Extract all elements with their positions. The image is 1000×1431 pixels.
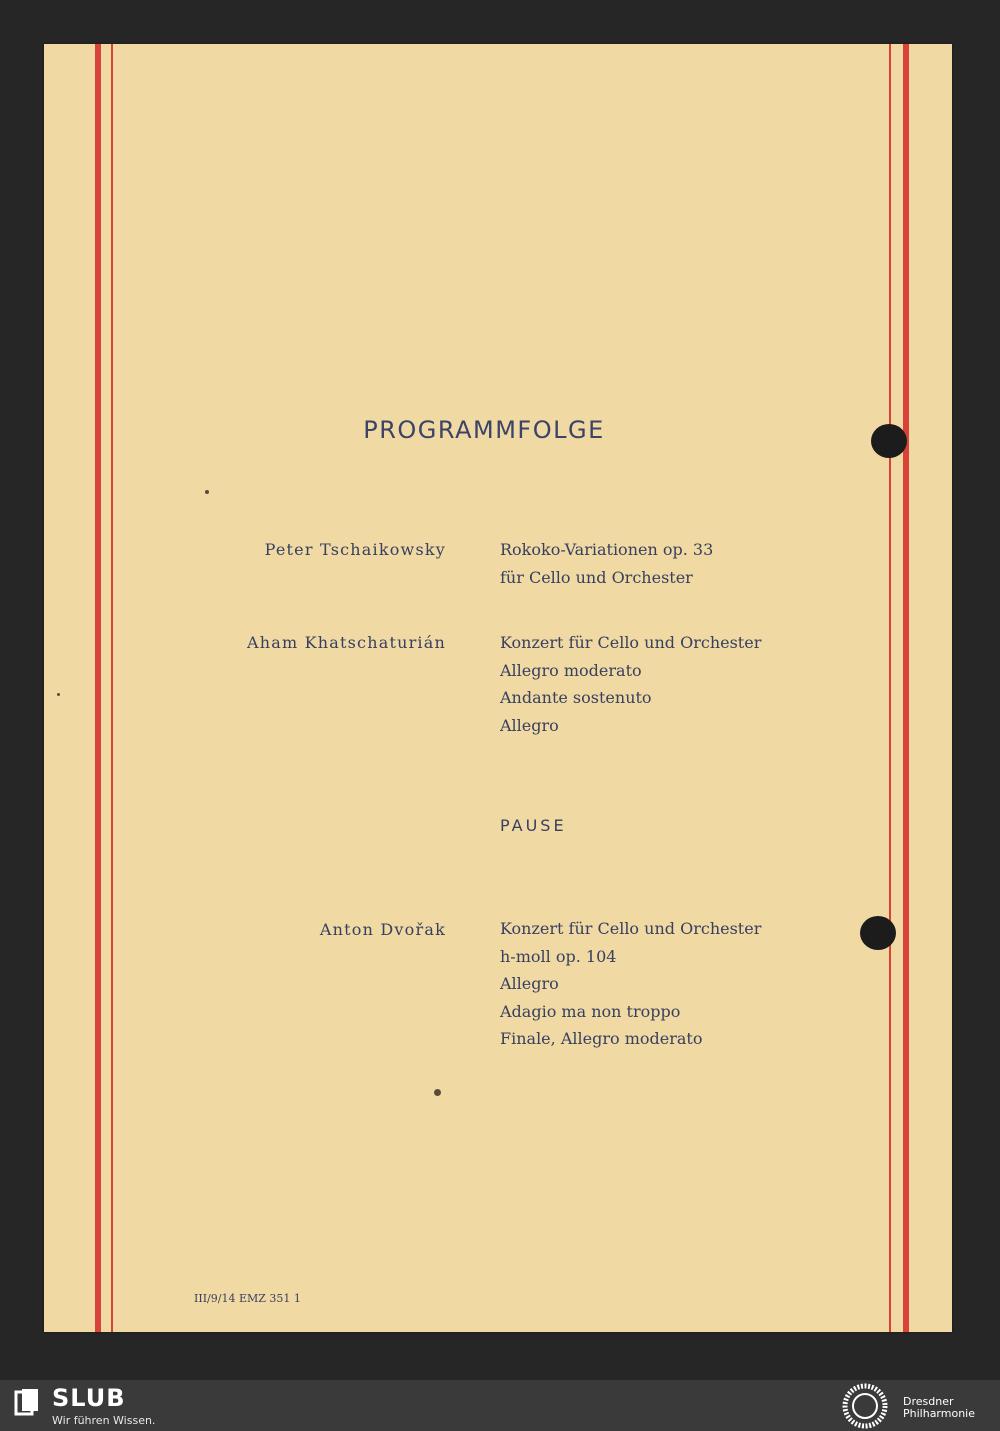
work-line: für Cello und Orchester [500, 567, 693, 587]
work-line: Adagio ma non troppo [500, 1001, 681, 1021]
work-line: Finale, Allegro moderato [500, 1029, 703, 1048]
footer-bar [0, 1380, 1000, 1431]
punch-hole-bottom [860, 916, 896, 950]
paper-speck [434, 1089, 441, 1096]
work-line: Konzert für Cello und Orchester [500, 633, 762, 652]
print-code: III/9/14 EMZ 351 1 [194, 1292, 301, 1305]
left-red-stripe-thick [95, 44, 101, 1332]
page-title: PROGRAMMFOLGE [363, 416, 605, 444]
right-red-stripe-thick [903, 44, 909, 1332]
left-red-stripe-thin [111, 44, 113, 1332]
right-red-stripe-thin [889, 44, 891, 1332]
paper-speck [205, 490, 209, 494]
work-line: Andante sostenuto [500, 688, 652, 707]
work-details [500, 536, 713, 591]
library-tagline: Wir führen Wissen. [52, 1414, 156, 1427]
partner-name-line2: Philharmonie [903, 1407, 975, 1420]
philharmonie-logo-icon [842, 1383, 888, 1429]
work-line: Allegro [500, 974, 559, 993]
punch-hole-top [871, 424, 907, 458]
composer-name: Peter Tschaikowsky [264, 540, 446, 559]
paper-speck [57, 693, 60, 696]
library-name: SLUB [52, 1384, 126, 1412]
program-page [44, 44, 952, 1332]
work-line: h-moll op. 104 [500, 946, 617, 966]
composer-name: Anton Dvořak [319, 920, 446, 939]
partner-name-line1: Dresdner [903, 1395, 954, 1408]
work-line: Rokoko-Variationen op. 33 [500, 540, 714, 559]
work-line: Allegro [500, 715, 559, 735]
composer-name: Aham Khatschaturián [246, 633, 446, 652]
slub-logo-icon [14, 1388, 40, 1418]
pause-label: PAUSE [500, 816, 567, 835]
work-line: Konzert für Cello und Orchester [500, 919, 762, 938]
partner-name [903, 1396, 975, 1420]
work-line: Allegro moderato [500, 660, 642, 680]
work-details [500, 915, 761, 1053]
work-details [500, 629, 761, 739]
